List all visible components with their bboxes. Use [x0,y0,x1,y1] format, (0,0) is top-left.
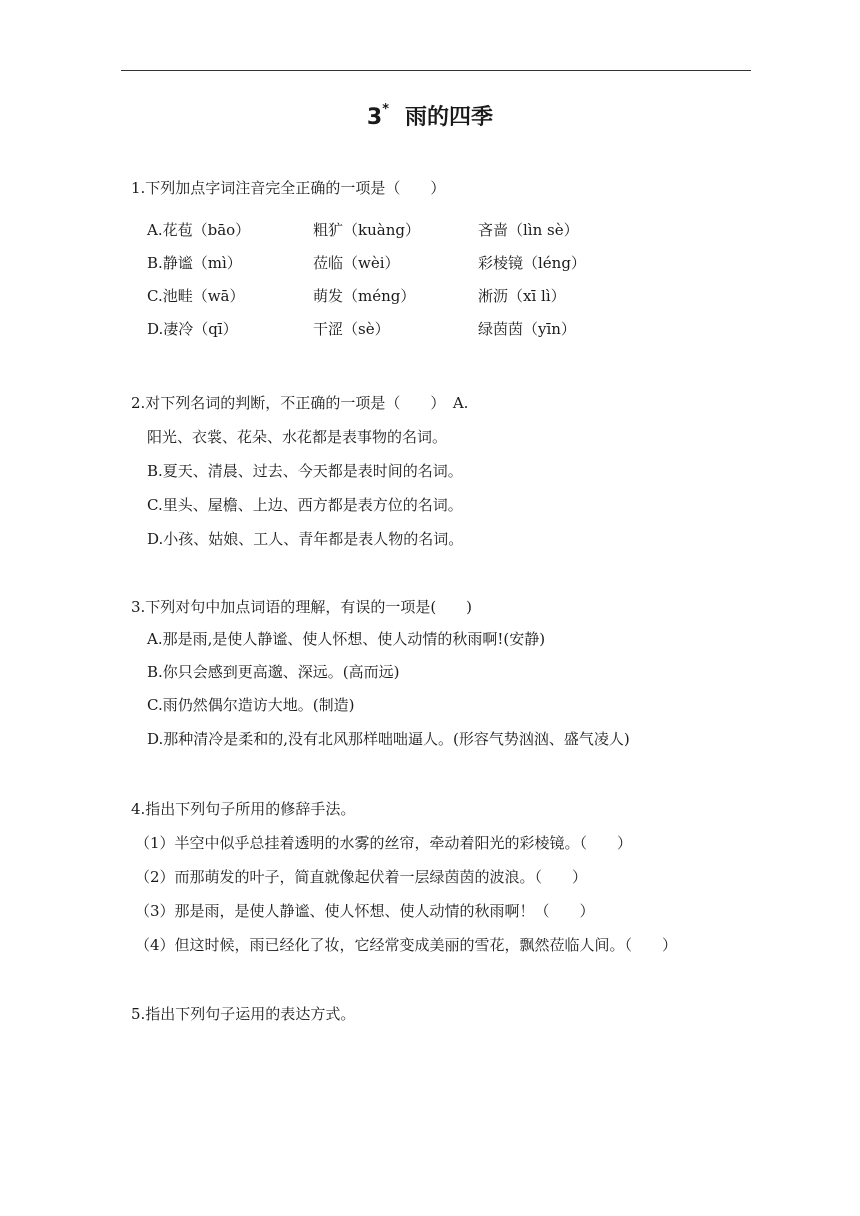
lesson-mark: * [382,101,390,117]
q4-item-1: （1）半空中似乎总挂着透明的水雾的丝帘，牵动着阳光的彩棱镜。（ ） [135,834,633,852]
q1-stem: 1.下列加点字词注音完全正确的一项是（ ） [131,179,446,197]
q3-stem: 3.下列对句中加点词语的理解，有误的一项是( ) [131,598,473,616]
q1-option-cell: C.池畦（wā） [147,287,245,305]
page-title [0,100,860,131]
q1-option-cell: A.花苞（bāo） [147,221,251,239]
header-rule [121,70,751,71]
q1-option-cell: 莅临（wèi） [313,254,400,272]
q4-item-4: （4）但这时候，雨已经化了妆，它经常变成美丽的雪花，飘然莅临人间。（ ） [135,936,678,954]
q1-option-cell: B.静谧（mì） [147,254,242,272]
q3-option-c: C.雨仍然偶尔造访大地。(制造) [147,696,355,714]
q1-option-cell: 粗犷（kuàng） [313,221,420,239]
q3-option-b: B.你只会感到更高邈、深远。(高而远) [147,663,400,681]
q4-stem: 4.指出下列句子所用的修辞手法。 [131,800,356,818]
lesson-number: 3 [366,105,383,130]
q3-option-d: D.那种清冷是柔和的,没有北风那样咄咄逼人。(形容气势汹汹、盛气凌人) [147,730,630,748]
q1-option-cell: 萌发（méng） [313,287,416,305]
q2-option-d: D.小孩、姑娘、工人、青年都是表人物的名词。 [147,530,464,548]
lesson-title: 雨的四季 [405,105,494,130]
q2-option-c: C.里头、屋檐、上边、西方都是表方位的名词。 [147,496,463,514]
q4-item-2: （2）而那萌发的叶子，简直就像起伏着一层绿茵茵的波浪。（ ） [135,868,588,886]
q1-option-cell: 绿茵茵（yīn） [478,320,576,338]
q1-option-cell: D.凄冷（qī） [147,320,238,338]
q2-option-b: B.夏天、清晨、过去、今天都是表时间的名词。 [147,462,463,480]
q1-option-cell: 彩棱镜（léng） [478,254,586,272]
q2-line: 阳光、衣裳、花朵、水花都是表事物的名词。 [147,428,448,446]
q1-option-cell: 吝啬（lìn sè） [478,221,579,239]
q1-option-cell: 淅沥（xī lì） [478,287,566,305]
q2-stem: 2.对下列名词的判断，不正确的一项是（ ） A. [131,394,469,412]
q1-option-cell: 干涩（sè） [313,320,390,338]
q5-stem: 5.指出下列句子运用的表达方式。 [131,1005,356,1023]
q4-item-3: （3）那是雨，是使人静谧、使人怀想、使人动情的秋雨啊！（ ） [135,902,595,920]
q3-option-a: A.那是雨,是使人静谧、使人怀想、使人动情的秋雨啊!(安静) [147,630,546,648]
